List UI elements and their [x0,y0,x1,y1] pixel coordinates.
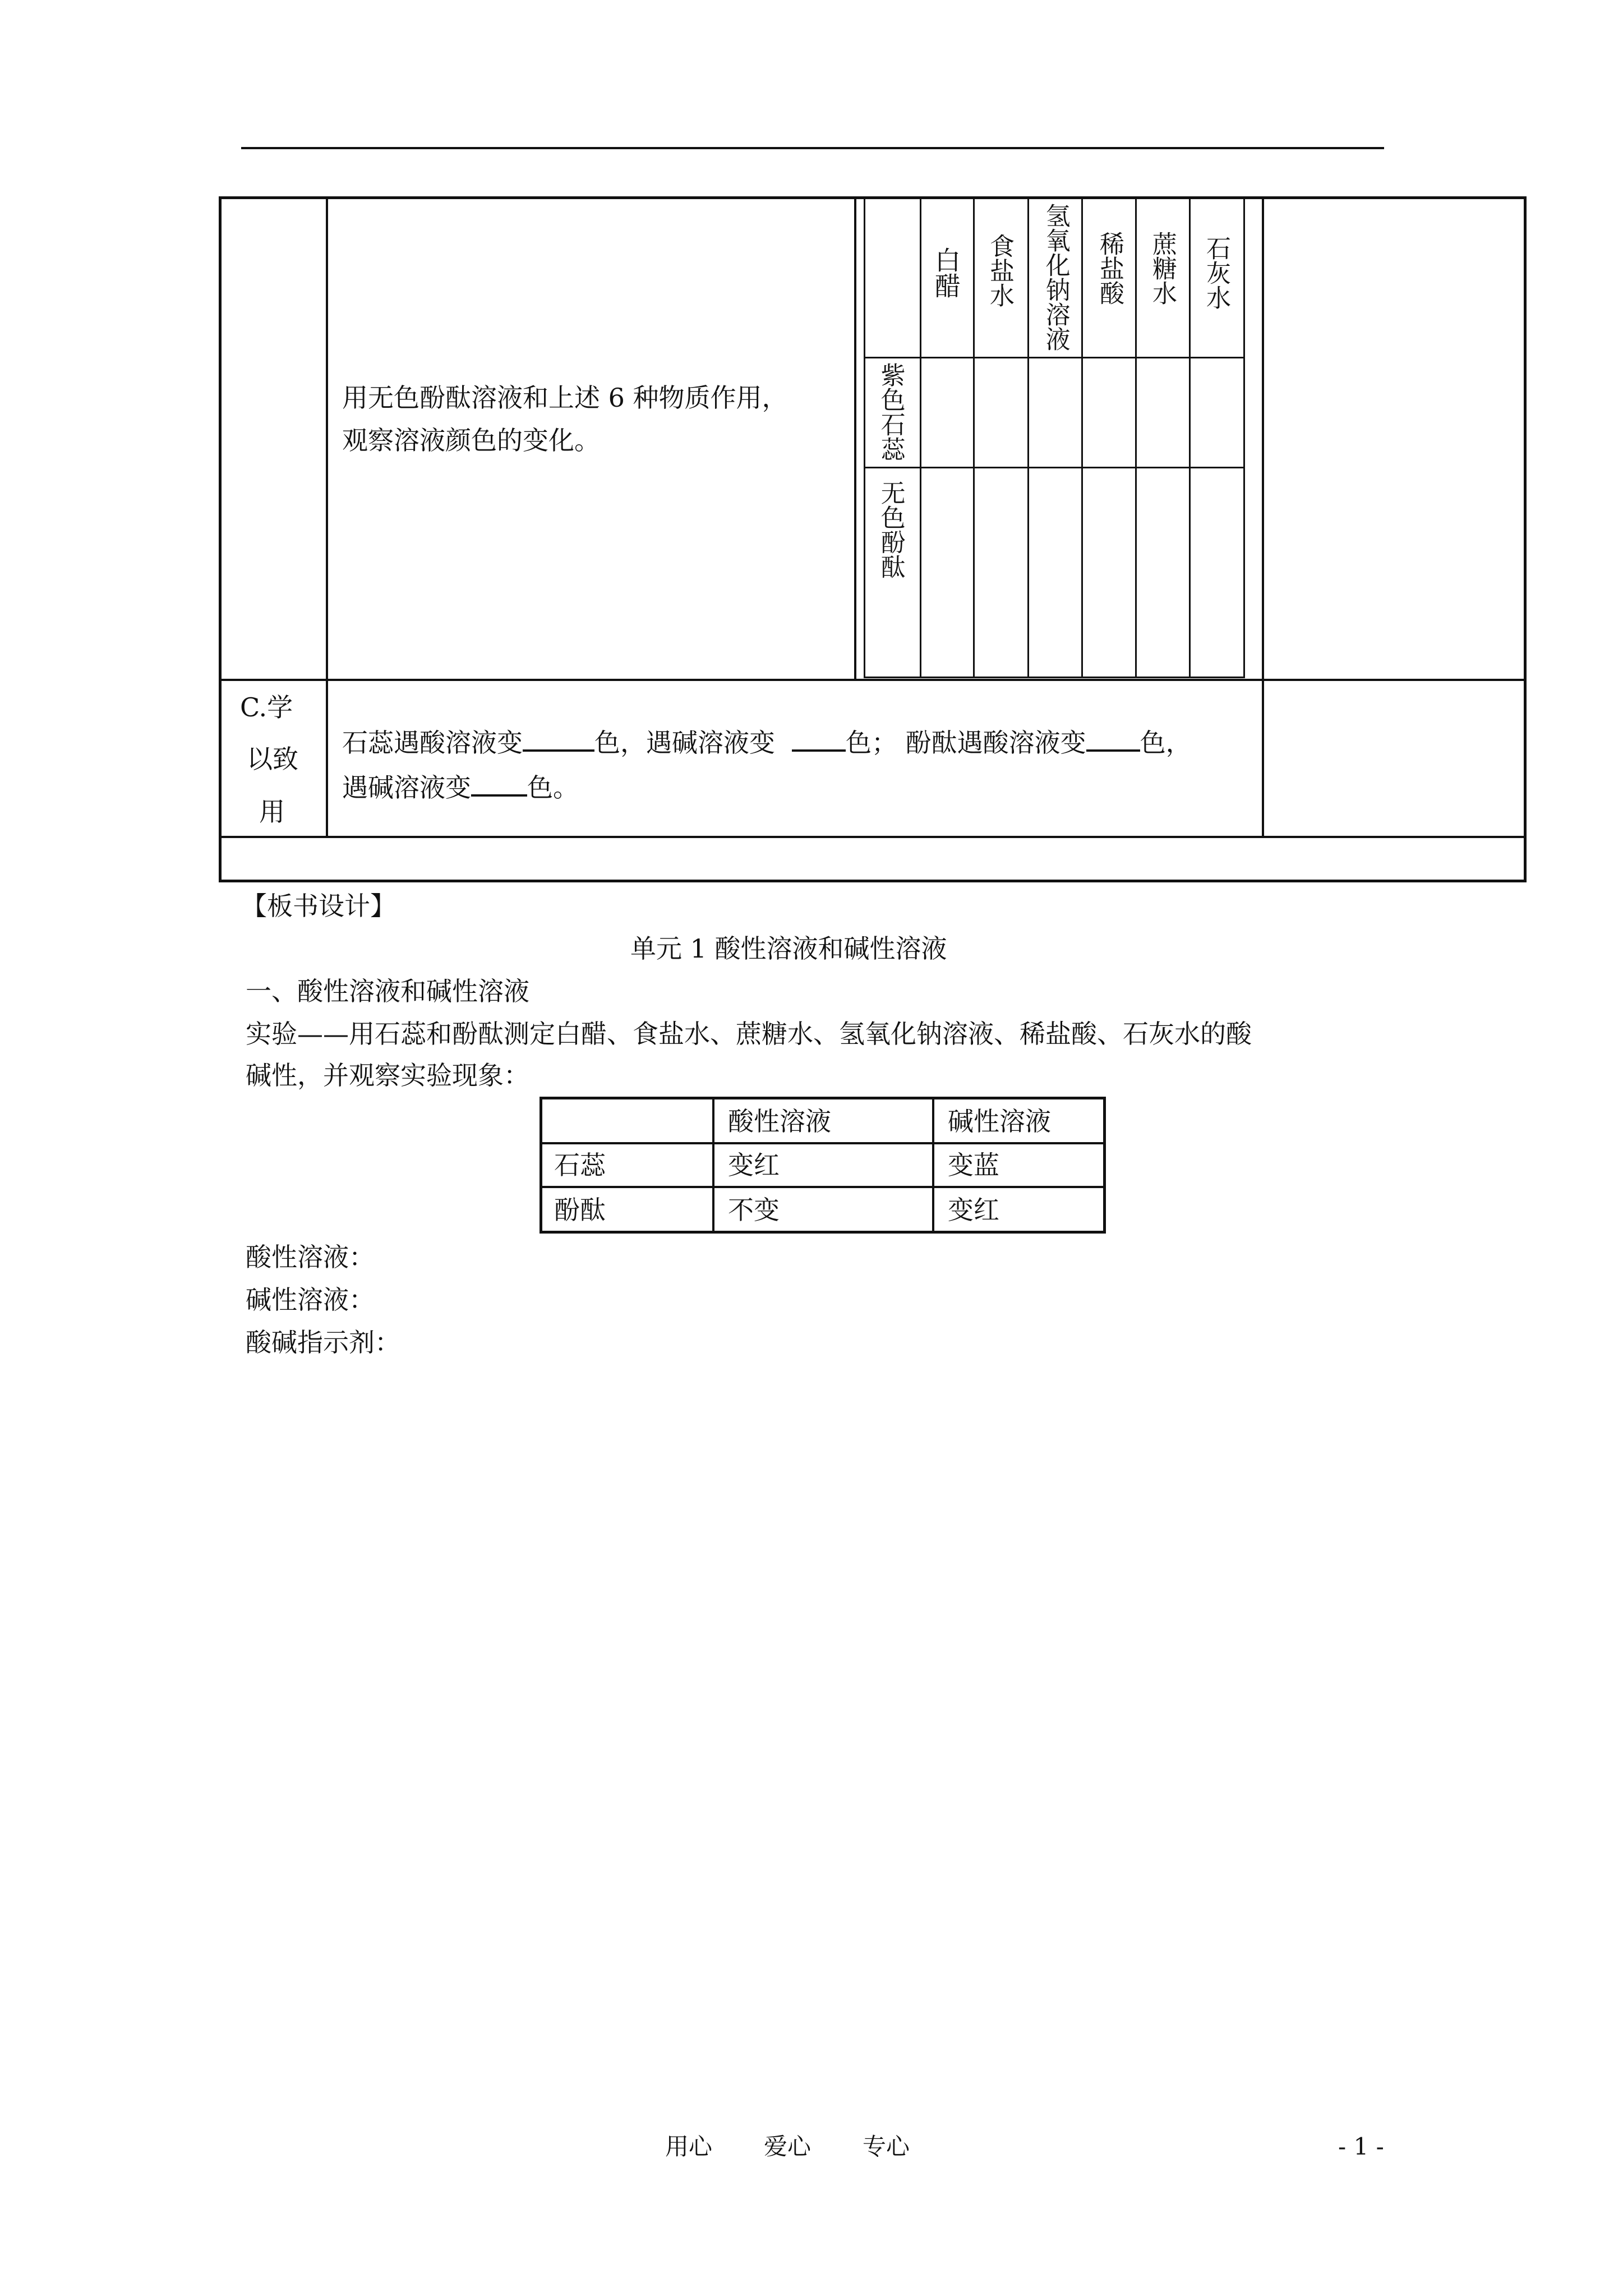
summary-row-line-1 [540,1142,1106,1144]
summary-header-base: 碱性溶液 [948,1106,1051,1137]
summary-row-line-2 [540,1186,1106,1188]
summary-header-acid: 酸性溶液 [728,1106,831,1137]
obs-v0 [864,197,865,678]
table-row-divider-1 [219,679,1527,681]
experiment-line1: 实验——用石蕊和酚酞测定白醋、食盐水、蔗糖水、氢氧化钠溶液、稀盐酸、石灰水的酸 [246,1019,1252,1049]
row2-text-part1: 石蕊遇酸溶液变 [342,728,523,758]
row2-text-part2: 色，遇碱溶液变 [594,728,775,758]
summary-row1-acid: 变红 [728,1150,780,1180]
board-design-heading: 【板书设计】 [241,891,396,921]
blank-phenol-acid[interactable] [1086,725,1140,752]
row2-fill-in-line1 [342,725,1192,756]
obs-col-header-dilute-hcl: 稀盐酸 [1095,231,1124,305]
summary-row2-acid: 不变 [728,1195,780,1225]
obs-col-header-naoh: 氢氧化钠溶液 [1041,203,1070,351]
row2-text-line2-part2: 色。 [527,772,579,803]
summary-v0 [540,1097,542,1234]
table-right-border [1524,196,1527,882]
blank-litmus-acid[interactable] [523,725,594,752]
obs-col-header-salt-water: 食盐水 [985,233,1014,307]
obs-col-header-vinegar: 白醋 [931,247,961,298]
unit-title: 单元 1 酸性溶液和碱性溶液 [630,933,947,964]
table-row-divider-2 [219,836,1527,838]
summary-row1-base: 变蓝 [948,1150,999,1180]
footer-motto-1: 用心 [665,2133,713,2160]
row1-description-line2: 观察溶液颜色的变化。 [342,425,600,455]
row2-fill-in-line2 [342,770,579,803]
obs-col-header-sugar-water: 蔗糖水 [1148,231,1177,305]
obs-v1 [920,197,921,678]
header-rule [241,147,1384,149]
blank-litmus-base[interactable] [792,725,846,752]
summary-bottom [540,1231,1106,1234]
row2-text-part3: 色； 酚酞遇酸溶液变 [846,728,1086,758]
table-col-divider-2 [854,196,856,680]
summary-row1-label: 石蕊 [554,1150,606,1180]
table-col-divider-1 [326,196,328,837]
table-left-border [219,196,222,882]
obs-v6 [1189,197,1191,678]
obs-row-header-litmus: 紫色石蕊 [876,362,905,461]
blank-phenol-base[interactable] [471,770,527,797]
indicator-label: 酸碱指示剂： [246,1327,400,1358]
summary-v1 [712,1097,714,1234]
row2-label-line3: 用 [259,797,285,827]
summary-v2 [932,1097,934,1234]
row1-description: 用无色酚酞溶液和上述 6 种物质作用， [342,383,788,413]
summary-top [540,1097,1106,1099]
summary-v3 [1103,1097,1106,1234]
row2-text-part4: 色， [1140,728,1192,758]
obs-row-header-phenolphthalein: 无色酚酞 [876,480,905,579]
obs-v2 [973,197,975,678]
acid-solution-label: 酸性溶液： [246,1242,375,1272]
summary-row2-base: 变红 [948,1195,999,1225]
row2-label-line2: 以致 [247,744,298,774]
obs-v3 [1027,197,1029,678]
table-col-divider-3 [1262,196,1264,837]
row2-text-line2-part1: 遇碱溶液变 [342,772,471,803]
obs-v4 [1081,197,1083,678]
table-bottom-border [219,880,1527,882]
footer-motto-2: 爱心 [764,2133,811,2160]
section-title: 一、酸性溶液和碱性溶液 [246,976,529,1006]
base-solution-label: 碱性溶液： [246,1285,375,1315]
obs-v7 [1243,197,1245,678]
page-number: - 1 - [1338,2133,1384,2160]
obs-v5 [1135,197,1137,678]
obs-col-header-lime-water: 石灰水 [1202,236,1230,310]
summary-row2-label: 酚酞 [554,1195,606,1225]
footer-motto-3: 专心 [863,2133,910,2160]
row2-label-line1: C.学 [240,692,293,723]
experiment-line2: 碱性，并观察实验现象： [246,1060,529,1091]
